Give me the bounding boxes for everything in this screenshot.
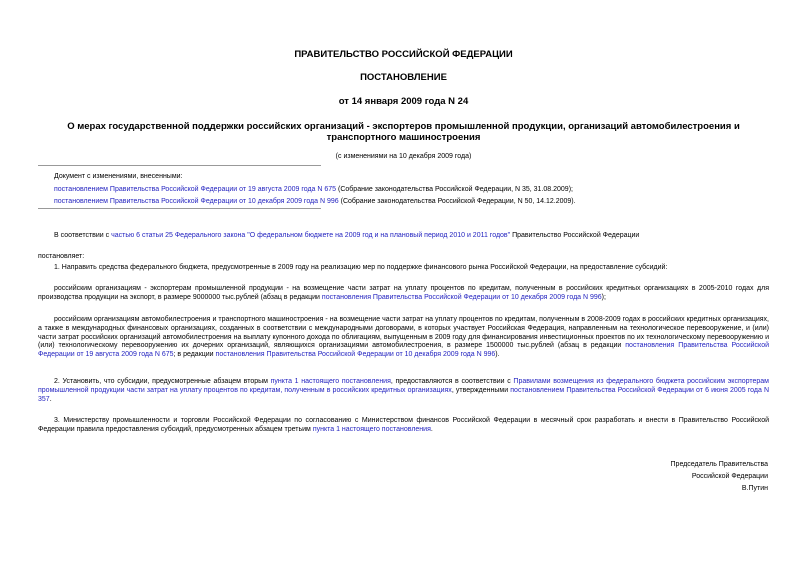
rules-link[interactable]: Правилами возмещения из федерального бюджета российским экспортерам промышленной продукции части затрат на уплату процентов по кредитам, полученным в российских кредитных организациях: [38, 378, 769, 394]
changes-intro: Документ с изменениями, внесенными:: [54, 173, 183, 180]
preamble-text: В соответствии с: [54, 232, 112, 239]
paragraph-2-text: 2. Установить, что субсидии, предусмотренные абзацем вторым: [54, 378, 271, 385]
resolution-357-link[interactable]: постановлением Правительства Российской Федерации от 6 июня 2005 года N 357: [38, 386, 769, 403]
amend-link-996-b[interactable]: постановления Правительства Российской Федерации от 10 декабря 2009 года N 996: [215, 351, 496, 358]
document-title: О мерах государственной поддержки российских организаций - экспортеров промышленной продукции, организаций автомобилестроения и транспортного машиностроения: [67, 121, 740, 144]
changes-block: [54, 171, 774, 209]
budget-law-link[interactable]: частью 6 статьи 25 Федерального закона "О федеральном бюджете на 2009 год и на плановый период 2010 и 2011 годов": [111, 232, 511, 239]
signature-title: Председатель Правительства: [670, 461, 768, 468]
government-heading: ПРАВИТЕЛЬСТВО РОССИЙСКОЙ ФЕДЕРАЦИИ: [294, 49, 513, 60]
paragraph-1b-text: российским организациям автомобилестроения и транспортного машиностроения - на возмещение части затрат на уплату процентов по кредитам, полученным в 2008-2009 годах в российских кредитных организациях, а также в международных финансовых организациях, созданных в соответствии с международными договорами, в которых участвует Российская Федерация, направленным на технологическое перевооружение, и (или) части затрат российских организаций автомобилестроения на выплату купонного дохода по облигациям, выпущенным в 2009 году для финансирования инвестиционных проектов по их технологическому перевооружению и (или) технологическому перевооружению их дочерних организаций, являющихся организациями автомобилестроения, в размере 1500000 тыс.рублей (абзац в редакции: [38, 316, 769, 350]
change-link-675[interactable]: постановлением Правительства Российской Федерации от 19 августа 2009 года N 675: [54, 185, 337, 193]
preamble: [38, 232, 769, 241]
signature-country: Российской Федерации: [691, 473, 768, 480]
paragraph-1a-end: );: [601, 293, 606, 301]
divider-bottom: [38, 208, 321, 209]
paragraph-2-mid2: , утвержденными: [451, 386, 511, 394]
resolves-word: постановляет:: [38, 253, 85, 260]
paragraph-1a: [38, 285, 769, 303]
preamble-text-end: Правительство Российской Федерации: [510, 232, 640, 239]
change-link-996[interactable]: постановлением Правительства Российской Федерации от 10 декабря 2009 года N 996: [54, 198, 339, 205]
amendment-note: (с изменениями на 10 декабря 2009 года): [335, 153, 472, 160]
paragraph-3-text: 3. Министерству промышленности и торговли Российской Федерации по согласованию с Министерством финансов Российской Федерации в месячный срок разработать и внести в Правительство Российской Федерации правила предоставления субсидий, предусмотренных абзацем третьим: [38, 417, 769, 433]
paragraph-3-end: .: [430, 425, 433, 433]
paragraph-1a-text: российским организациям - экспортерам промышленной продукции - на возмещение части затрат на уплату процентов по кредитам, полученным в российских кредитных организациях в 2005-2010 годах для производства продукции на экспорт, в размере 9000000 тыс.рублей (абзац в редакции: [38, 285, 769, 301]
signature-name: В.Путин: [741, 485, 768, 492]
change-source: (Собрание законодательства Российской Федерации, N 35, 31.08.2009);: [336, 185, 573, 193]
change-source: (Собрание законодательства Российской Федерации, N 50, 14.12.2009).: [338, 198, 576, 205]
paragraph-2-end: .: [49, 395, 52, 403]
paragraph-1b-mid: ; в редакции: [173, 351, 216, 358]
paragraph-1: 1. Направить средства федерального бюджета, предусмотренные в 2009 году на реализацию мер по поддержке финансового рынка Российской Федерации, на предоставление субсидий:: [54, 264, 668, 271]
changes-item: [54, 184, 774, 197]
amend-link-996[interactable]: постановления Правительства Российской Федерации от 10 декабря 2009 года N 996: [321, 293, 602, 301]
item-1-link-2[interactable]: пункта 1 настоящего постановления: [312, 425, 431, 433]
paragraph-1b: [38, 316, 769, 360]
paragraph-2-mid: , предоставляются в соответствии с: [390, 378, 514, 385]
changes-item: [54, 196, 774, 209]
document-type: ПОСТАНОВЛЕНИЕ: [360, 72, 447, 83]
signature-block: [568, 459, 768, 495]
document-date-number: от 14 января 2009 года N 24: [338, 96, 469, 107]
paragraph-1b-end: ).: [495, 351, 500, 358]
amend-link-675[interactable]: постановления Правительства Российской Федерации от 19 августа 2009 года N 675: [38, 342, 769, 358]
item-1-link[interactable]: пункта 1 настоящего постановления: [270, 378, 391, 385]
paragraph-3: [38, 417, 769, 435]
paragraph-2: [38, 378, 769, 404]
divider-top: [38, 165, 321, 166]
